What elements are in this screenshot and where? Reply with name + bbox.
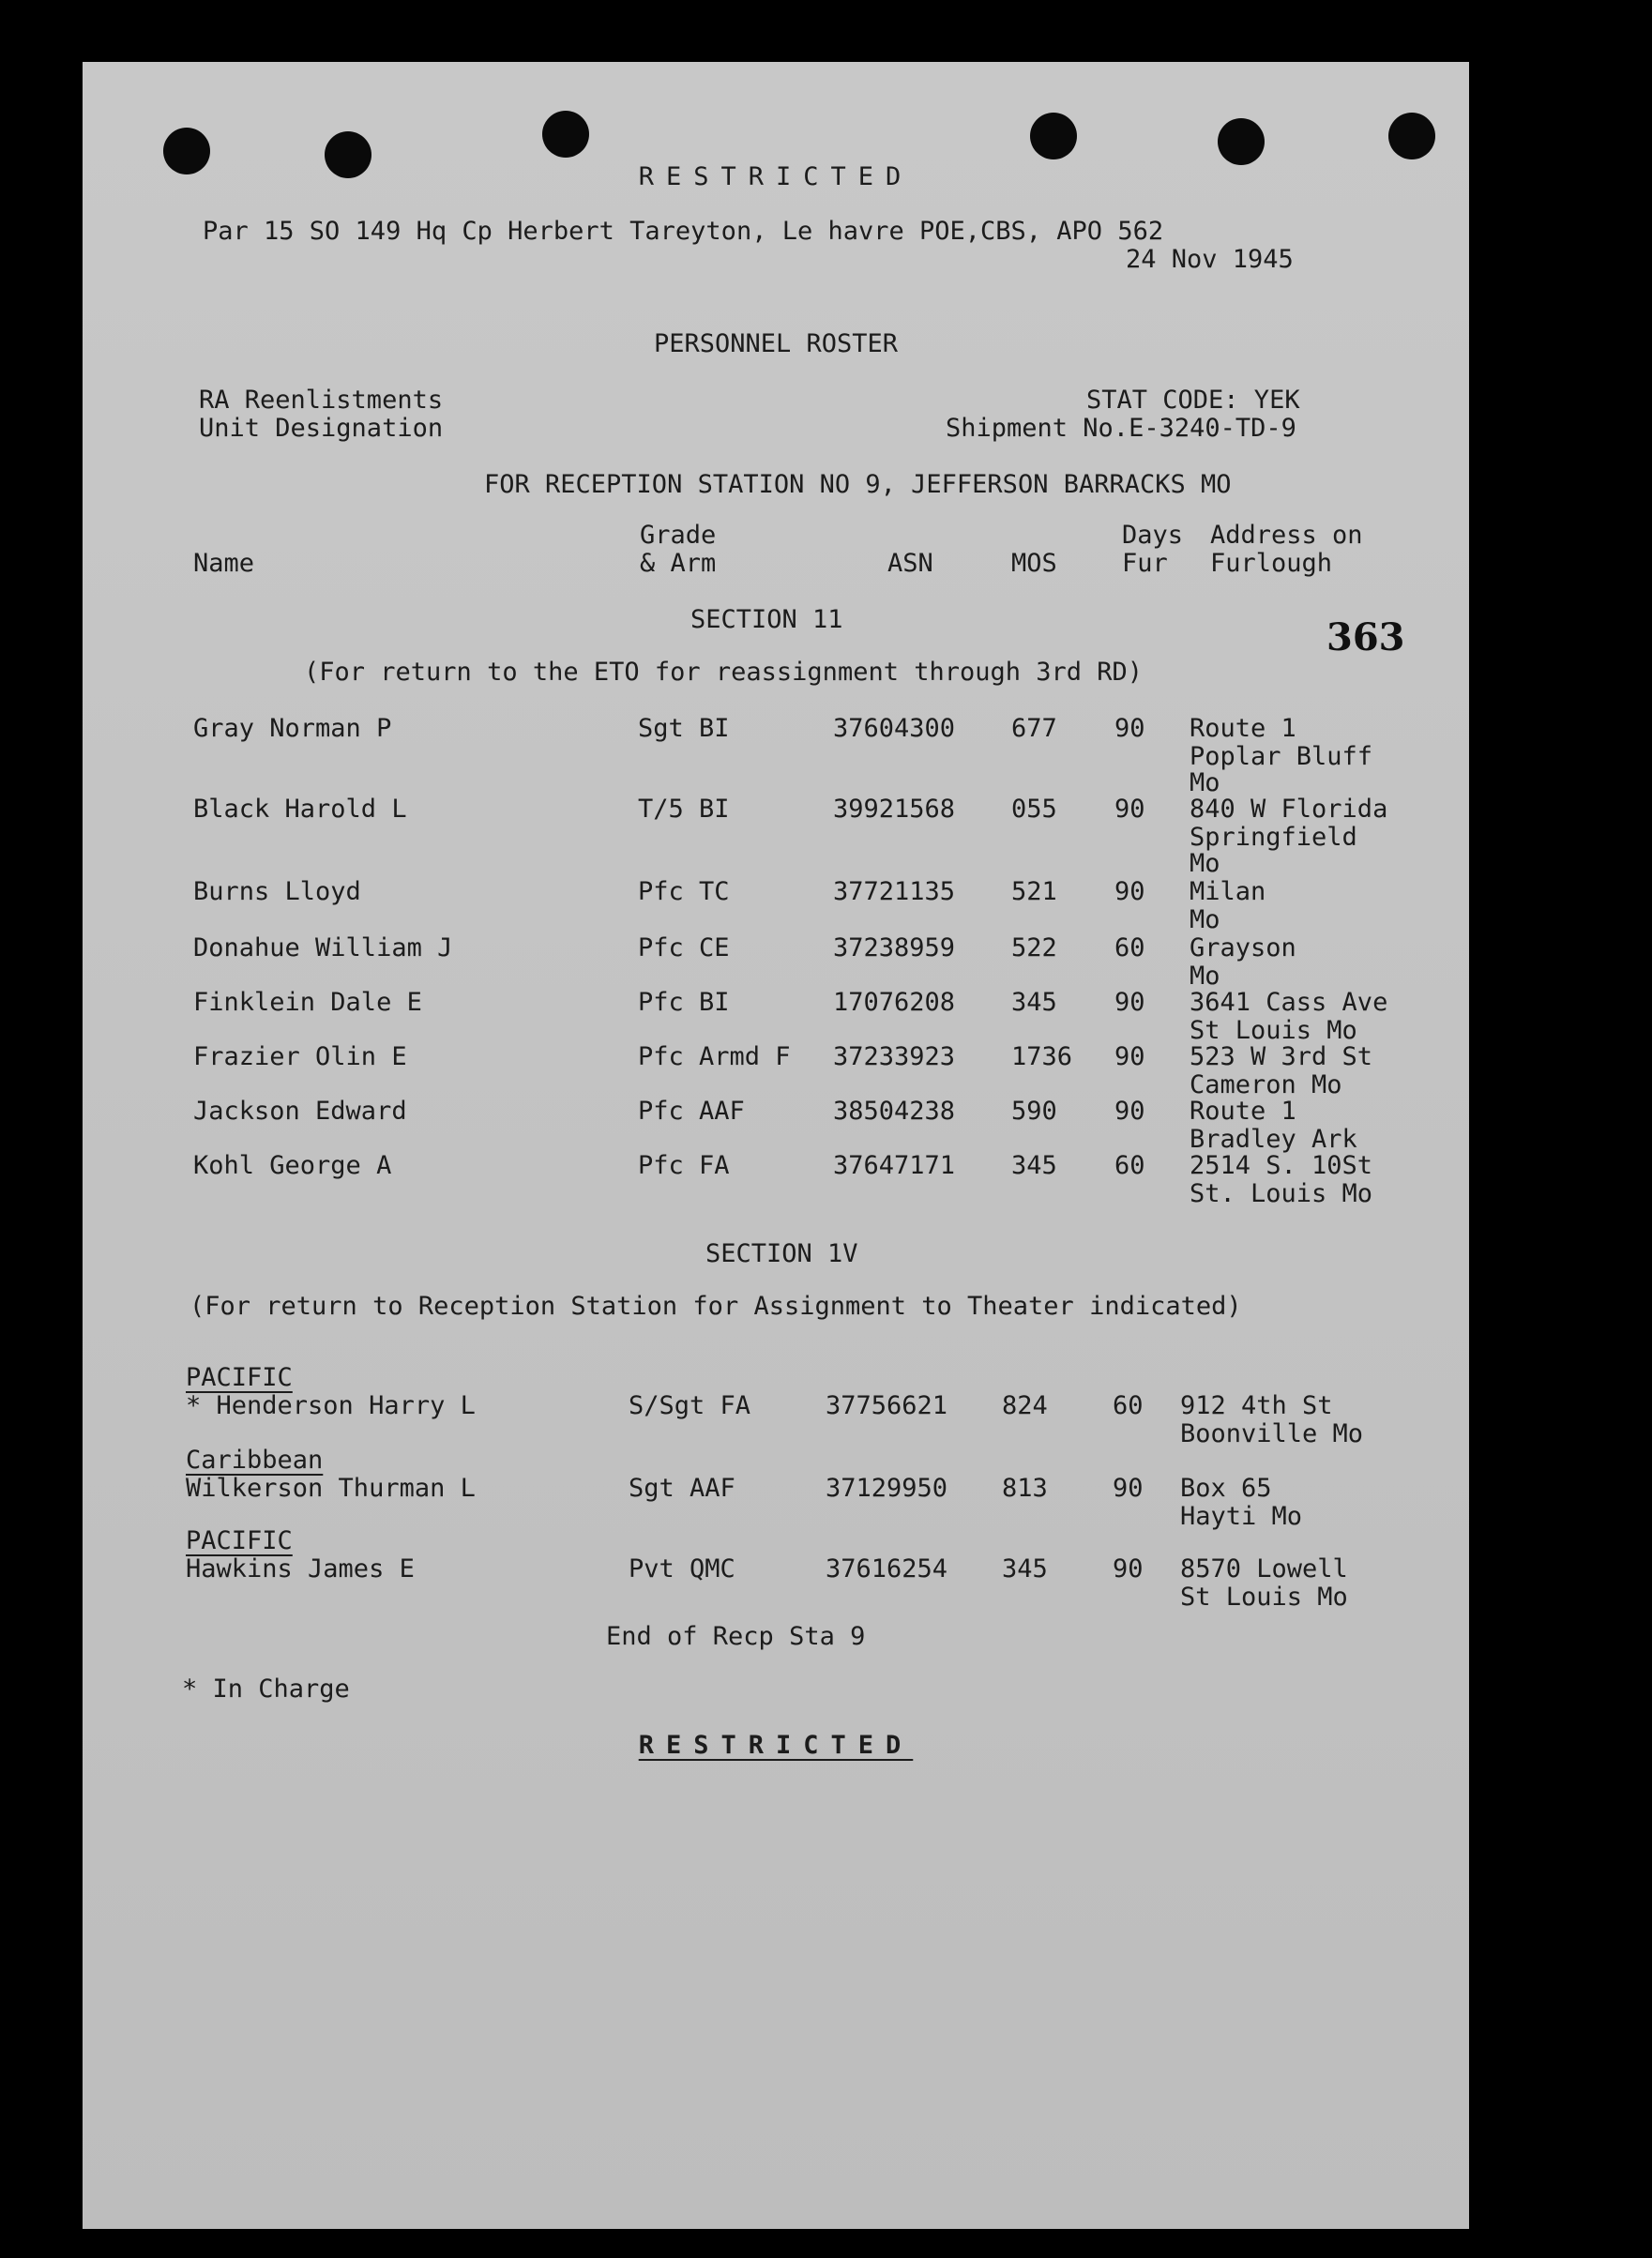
- section-1v-title: SECTION 1V: [705, 1239, 858, 1268]
- row-mos: 813: [1002, 1474, 1048, 1503]
- row-days: 60: [1113, 1391, 1144, 1420]
- document-page: [83, 62, 1469, 2229]
- punch-hole: [1388, 113, 1435, 159]
- punch-hole: [542, 111, 589, 158]
- row-days: 90: [1114, 877, 1145, 906]
- row-address-line1: 3641 Cass Ave: [1190, 988, 1388, 1017]
- row-asn: 37647171: [833, 1151, 956, 1180]
- theater-label: Caribbean: [186, 1446, 324, 1475]
- row-asn: 37721135: [833, 877, 956, 906]
- stat-code: STAT CODE: YEK: [1086, 386, 1300, 415]
- row-grade: Sgt BI: [638, 714, 730, 743]
- col-arm: & Arm: [640, 549, 717, 578]
- col-grade: Grade: [640, 521, 717, 550]
- row-grade: T/5 BI: [638, 795, 730, 824]
- row-mos: 345: [1011, 1151, 1057, 1180]
- row-mos: 677: [1011, 714, 1057, 743]
- theater-label: PACIFIC: [186, 1526, 293, 1555]
- row-address-line2: St Louis Mo: [1190, 1016, 1357, 1045]
- end-note: End of Recp Sta 9: [606, 1622, 866, 1651]
- section-11-title: SECTION 11: [690, 605, 843, 634]
- row-grade: Pfc FA: [638, 1151, 730, 1180]
- paragraph-line: Par 15 SO 149 Hq Cp Herbert Tareyton, Le havre POE,CBS, APO 562: [203, 217, 1164, 246]
- row-asn: 39921568: [833, 795, 956, 824]
- row-mos: 590: [1011, 1097, 1057, 1126]
- row-address-line3: Mo: [1190, 849, 1220, 878]
- row-days: 90: [1113, 1554, 1144, 1584]
- row-asn: 38504238: [833, 1097, 956, 1126]
- col-furlough: Furlough: [1210, 549, 1333, 578]
- row-address-line1: 912 4th St: [1180, 1391, 1333, 1420]
- row-mos: 521: [1011, 877, 1057, 906]
- row-days: 60: [1114, 1151, 1145, 1180]
- row-name: * Henderson Harry L: [186, 1391, 476, 1420]
- col-name: Name: [193, 549, 255, 578]
- row-address-line2: Mo: [1190, 905, 1220, 934]
- row-asn: 37129950: [826, 1474, 948, 1503]
- row-grade: Pfc AAF: [638, 1097, 745, 1126]
- row-name: Hawkins James E: [186, 1554, 415, 1584]
- row-address-line1: 8570 Lowell: [1180, 1554, 1348, 1584]
- document-date: 24 Nov 1945: [1126, 245, 1294, 274]
- row-days: 90: [1114, 714, 1145, 743]
- row-days: 90: [1114, 988, 1145, 1017]
- row-days: 90: [1114, 1097, 1145, 1126]
- col-mos: MOS: [1011, 549, 1057, 578]
- row-address-line2: Poplar Bluff: [1190, 742, 1373, 771]
- row-mos: 345: [1011, 988, 1057, 1017]
- row-address-line2: St Louis Mo: [1180, 1583, 1348, 1612]
- shipment-number: Shipment No.E-3240-TD-9: [946, 414, 1296, 443]
- row-name: Black Harold L: [193, 795, 407, 824]
- row-grade: Pvt QMC: [629, 1554, 735, 1584]
- row-address-line1: Route 1: [1190, 1097, 1296, 1126]
- row-address-line2: St. Louis Mo: [1190, 1179, 1373, 1208]
- punch-hole: [1218, 118, 1265, 165]
- row-name: Wilkerson Thurman L: [186, 1474, 476, 1503]
- col-fur: Fur: [1122, 549, 1168, 578]
- row-name: Frazier Olin E: [193, 1042, 407, 1071]
- row-asn: 37616254: [826, 1554, 948, 1584]
- row-name: Kohl George A: [193, 1151, 392, 1180]
- row-address-line1: Box 65: [1180, 1474, 1272, 1503]
- col-asn: ASN: [887, 549, 933, 578]
- row-days: 90: [1113, 1474, 1144, 1503]
- col-address: Address on: [1210, 521, 1363, 550]
- row-address-line2: Boonville Mo: [1180, 1419, 1364, 1448]
- row-grade: Sgt AAF: [629, 1474, 735, 1503]
- row-mos: 055: [1011, 795, 1057, 824]
- row-asn: 37238959: [833, 933, 956, 962]
- row-days: 90: [1114, 1042, 1145, 1071]
- row-mos: 1736: [1011, 1042, 1073, 1071]
- theater-label: PACIFIC: [186, 1363, 293, 1392]
- section-11-note: (For return to the ETO for reassignment through 3rd RD): [304, 658, 1144, 687]
- row-asn: 37756621: [826, 1391, 948, 1420]
- row-name: Donahue William J: [193, 933, 453, 962]
- row-address-line1: 2514 S. 10St: [1190, 1151, 1373, 1180]
- row-asn: 17076208: [833, 988, 956, 1017]
- reenlistment-label: RA Reenlistments: [199, 386, 444, 415]
- row-address-line2: Springfield: [1190, 823, 1357, 852]
- row-address-line2: Cameron Mo: [1190, 1070, 1342, 1099]
- row-name: Finklein Dale E: [193, 988, 422, 1017]
- row-name: Jackson Edward: [193, 1097, 407, 1126]
- row-asn: 37233923: [833, 1042, 956, 1071]
- row-days: 60: [1114, 933, 1145, 962]
- section-1v-note: (For return to Reception Station for Assignment to Theater indicated): [189, 1292, 1242, 1321]
- document-title: PERSONNEL ROSTER: [653, 329, 899, 358]
- classification-footer: RESTRICTED: [638, 1731, 914, 1760]
- row-name: Gray Norman P: [193, 714, 392, 743]
- row-grade: Pfc Armd F: [638, 1042, 791, 1071]
- destination-line: FOR RECEPTION STATION NO 9, JEFFERSON BARRACKS MO: [484, 470, 1232, 499]
- row-mos: 522: [1011, 933, 1057, 962]
- row-address-line1: 840 W Florida: [1190, 795, 1388, 824]
- row-name: Burns Lloyd: [193, 877, 361, 906]
- row-grade: S/Sgt FA: [629, 1391, 751, 1420]
- row-address-line3: Mo: [1190, 768, 1220, 797]
- row-mos: 824: [1002, 1391, 1048, 1420]
- punch-hole: [1030, 113, 1077, 159]
- in-charge-note: * In Charge: [182, 1675, 350, 1704]
- row-days: 90: [1114, 795, 1145, 824]
- col-days: Days: [1122, 521, 1184, 550]
- page-number-stamp: 363: [1326, 615, 1405, 659]
- row-mos: 345: [1002, 1554, 1048, 1584]
- classification-header: RESTRICTED: [638, 162, 914, 191]
- row-grade: Pfc CE: [638, 933, 730, 962]
- row-grade: Pfc TC: [638, 877, 730, 906]
- unit-designation-label: Unit Designation: [199, 414, 444, 443]
- row-address-line1: Route 1: [1190, 714, 1296, 743]
- row-address-line1: Milan: [1190, 877, 1266, 906]
- row-address-line2: Mo: [1190, 962, 1220, 991]
- row-address-line2: Hayti Mo: [1180, 1502, 1303, 1531]
- row-address-line2: Bradley Ark: [1190, 1125, 1357, 1154]
- row-address-line1: 523 W 3rd St: [1190, 1042, 1373, 1071]
- row-grade: Pfc BI: [638, 988, 730, 1017]
- row-address-line1: Grayson: [1190, 933, 1296, 962]
- row-asn: 37604300: [833, 714, 956, 743]
